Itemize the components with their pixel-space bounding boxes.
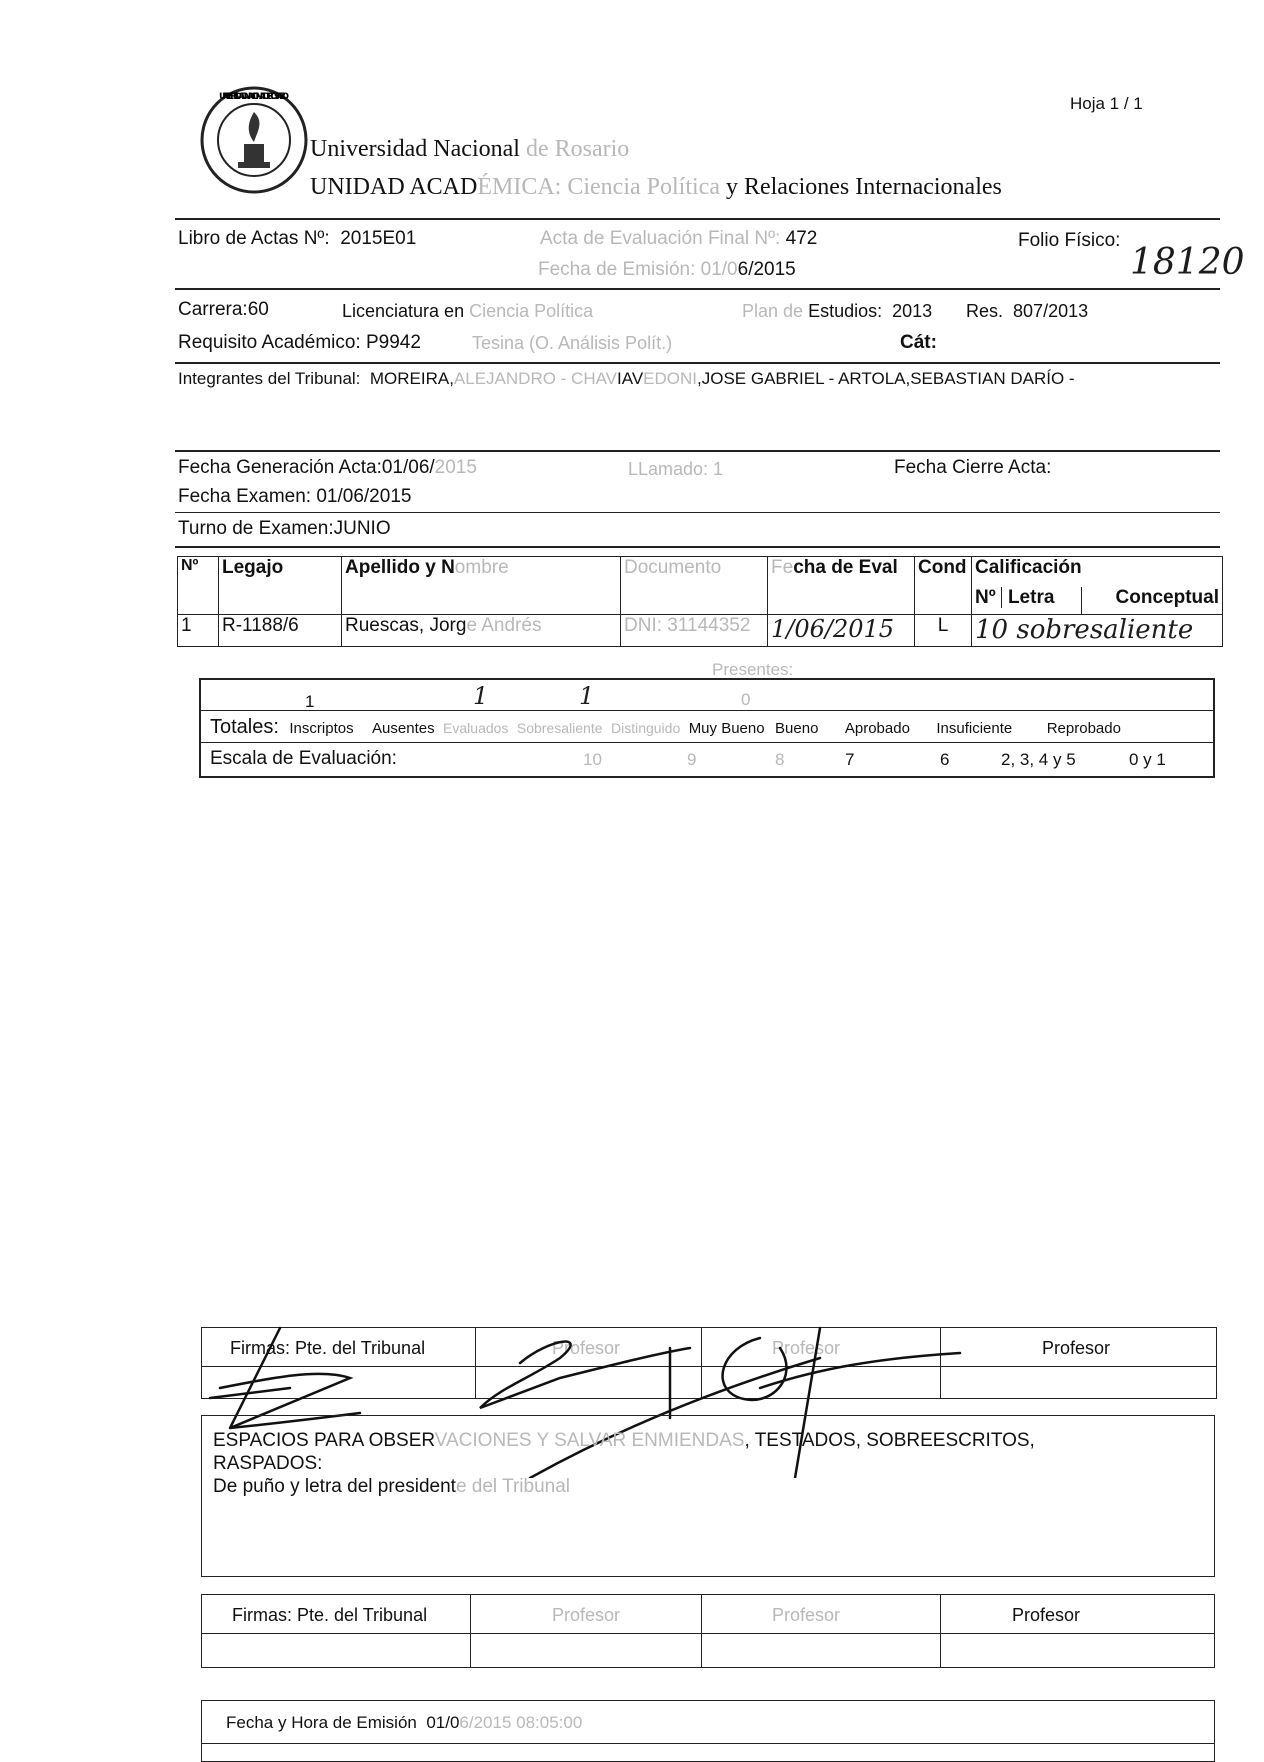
row-cond: L xyxy=(915,615,972,647)
fecha-generacion: Fecha Generación Acta:01/06/2015 xyxy=(178,457,477,478)
fecha-examen: Fecha Examen: 01/06/2015 xyxy=(178,486,412,507)
sig1-prof1: Profesor xyxy=(552,1338,621,1358)
emision-box xyxy=(201,1700,1215,1762)
table-row xyxy=(178,615,1223,647)
header-calificacion: Calificación xyxy=(972,557,1223,587)
observaciones-line2: RASPADOS: xyxy=(213,1453,323,1474)
extra-value: 0 xyxy=(741,690,751,709)
folio-value: 18120 xyxy=(1130,242,1245,283)
row-fecha: 1/06/2015 xyxy=(768,615,915,647)
carrera-name: Licenciatura en Ciencia Política xyxy=(342,301,594,321)
ausentes-value: 1 xyxy=(473,682,489,710)
sig2-prof2: Profesor xyxy=(772,1605,841,1625)
observaciones-line3: De puño y letra del presidente del Tribunal xyxy=(213,1476,571,1497)
header-fecha: Fecha de Eval xyxy=(768,557,915,615)
escala-6: 6 xyxy=(940,750,950,769)
libro-actas: Libro de Actas Nº: 2015E01 xyxy=(178,228,417,249)
tribunal: Integrantes del Tribunal: MOREIRA,ALEJANDRO - CHAVIAVEDONI,JOSE GABRIEL - ARTOLA,SEBASTIAN DARÍO - xyxy=(178,369,1075,388)
turno-examen: Turno de Examen:JUNIO xyxy=(178,518,391,539)
llamado: LLamado: 1 xyxy=(628,459,724,479)
row-n: 1 xyxy=(178,615,219,647)
row-documento: DNI: 31144352 xyxy=(621,615,768,647)
observaciones-line1: ESPACIOS PARA OBSERVACIONES Y SALVAR ENMIENDAS, TESTADOS, SOBREESCRITOS, xyxy=(213,1430,1035,1451)
escala-insuficiente: 2, 3, 4 y 5 xyxy=(1001,750,1076,769)
grades-table xyxy=(177,556,1223,647)
requisito-name: Tesina (O. Análisis Polít.) xyxy=(472,333,673,353)
row-calificacion: 10 sobresaliente xyxy=(972,615,1223,647)
escala-8: 8 xyxy=(775,750,785,769)
header-n: Nº xyxy=(178,557,219,615)
signatures-box-2 xyxy=(201,1594,1215,1668)
escala-label: Escala de Evaluación: xyxy=(210,748,397,769)
header-apellido: Apellido y Nombre xyxy=(342,557,621,615)
academic-unit: UNIDAD ACADÉMICA: Ciencia Política y Relaciones Internacionales xyxy=(310,174,1002,200)
carrera: Carrera:60 xyxy=(178,299,269,320)
emision-line: Fecha y Hora de Emisión 01/06/2015 08:05:00 xyxy=(226,1713,583,1732)
sig1-prof2: Profesor xyxy=(772,1338,841,1358)
totals-box xyxy=(199,678,1215,778)
evaluados-value: 1 xyxy=(579,682,595,710)
header-documento: Documento xyxy=(621,557,768,615)
escala-reprobado: 0 y 1 xyxy=(1129,750,1166,769)
requisito: Requisito Académico: P9942 xyxy=(178,332,421,353)
seal-text: UNIVERSIDAD NACIONAL DE ROSARIO xyxy=(218,92,289,102)
folio-label: Folio Físico: xyxy=(1018,230,1121,251)
header-calif-sub: Nº Letra xyxy=(972,587,1082,615)
sig1-pte: Firmas: Pte. del Tribunal xyxy=(230,1338,426,1358)
observaciones-box xyxy=(201,1415,1215,1577)
cat-label: Cát: xyxy=(900,332,937,353)
sig2-prof3: Profesor xyxy=(1012,1605,1081,1625)
plan-estudios: Plan de Estudios: 2013 xyxy=(742,301,933,321)
university-seal xyxy=(198,84,310,196)
row-legajo: R-1188/6 xyxy=(219,615,342,647)
fecha-emision: Fecha de Emisión: 01/06/2015 xyxy=(538,259,796,280)
sig1-prof3: Profesor xyxy=(1042,1338,1111,1358)
header-conceptual: Conceptual xyxy=(1082,587,1223,615)
sig2-pte: Firmas: Pte. del Tribunal xyxy=(232,1605,428,1625)
inscriptos-value: 1 xyxy=(305,692,315,711)
acta-number: Acta de Evaluación Final Nº: 472 xyxy=(540,228,818,249)
presentes-label: Presentes: xyxy=(712,660,794,679)
escala-9: 9 xyxy=(687,750,697,769)
header-legajo: Legajo xyxy=(219,557,342,615)
resolucion: Res. 807/2013 xyxy=(966,301,1089,321)
header-cond: Cond xyxy=(915,557,972,615)
escala-10: 10 xyxy=(583,750,602,769)
sig2-prof1: Profesor xyxy=(552,1605,621,1625)
university-name: Universidad Nacional de Rosario xyxy=(310,136,630,162)
row-nombre: Ruescas, Jorge Andrés xyxy=(342,615,621,647)
totales-row: Totales: Inscriptos Ausentes Evaluados Sobresaliente Distinguido Muy Bueno Bueno Aprobado Insuficiente Reprobado xyxy=(210,716,1121,738)
escala-7: 7 xyxy=(845,750,855,769)
fecha-cierre: Fecha Cierre Acta: xyxy=(894,457,1052,478)
page-number: Hoja 1 / 1 xyxy=(1070,94,1143,113)
